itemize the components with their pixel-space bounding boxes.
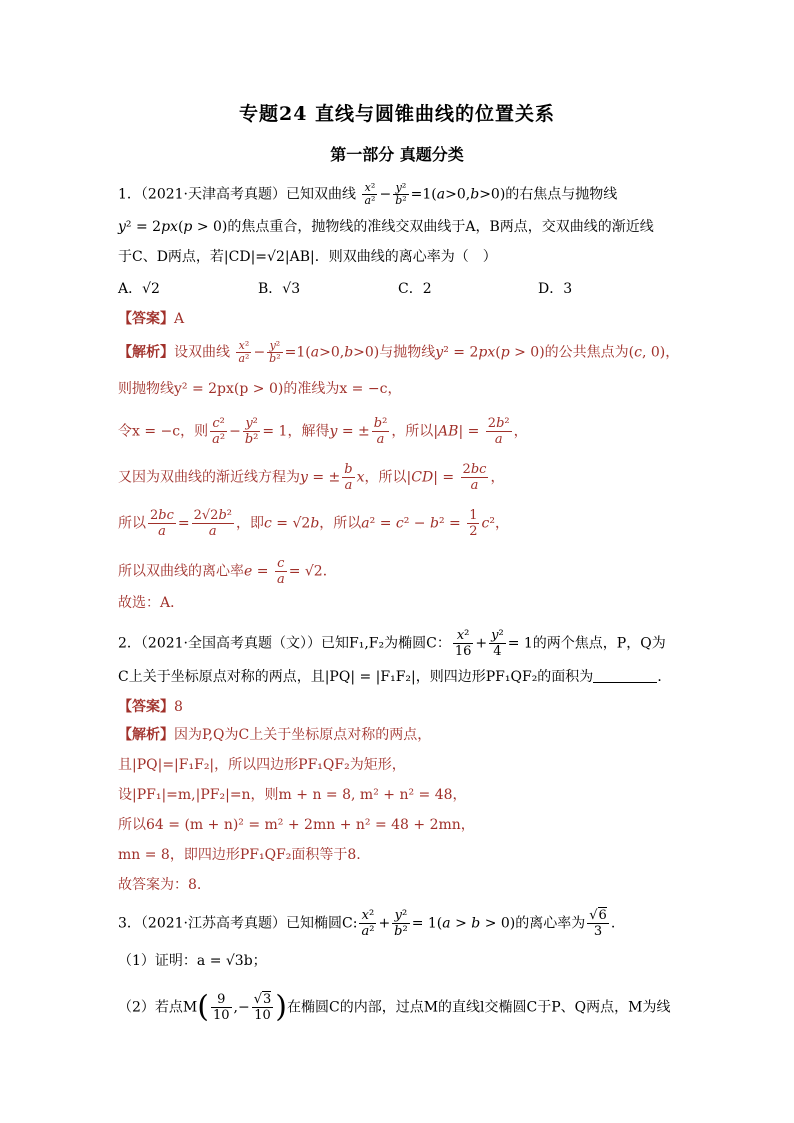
- q2-conclusion: 故答案为：8.: [118, 877, 202, 893]
- q1-solution-line1: 【解析】设双曲线 $\frac{\text{x²}}{\text{a²}}$ − $\frac{\text{y²}}{\text{b²}}$ =1(a>0,b>0)与抛物线y² = 2px(p > 0)的公共焦点为(c, 0)，: [118, 339, 680, 365]
- q3-stem-text: （2）若点M: [118, 999, 198, 1016]
- q2-solution-line1: [118, 724, 431, 746]
- solution-text: 令x = −c，则: [118, 423, 209, 440]
- q1-solution-line6: 所以双曲线的离心率e = $\frac{c}{a}$ = √2．: [118, 556, 337, 587]
- formula-fraction: $\frac{\text{x²}}{\text{a²}}$: [364, 181, 376, 207]
- solution-text: 设双曲线: [174, 344, 230, 361]
- q1-answer: [118, 308, 184, 330]
- formula-fraction: $\frac{√3}{10}$: [253, 992, 272, 1023]
- q1-option-c[interactable]: C．2: [398, 281, 432, 297]
- q1-stem-line3: 于C、D两点，若|CD|=√2|AB|．则双曲线的离心率为（ ）: [118, 249, 497, 265]
- q1-solution-line5: 所以 $\frac{2bc}{a}$ = $\frac{\text{2√2b²}}{a}$ ，即c = √2b，所以a² = c² − b² = $\frac{1}{2}$ c²，: [118, 508, 509, 539]
- q2-stem-text: 已知F₁,F₂为椭圆C：: [321, 635, 451, 652]
- q3-stem-text: 已知椭圆C:: [286, 915, 358, 932]
- q3-stem-text: 在椭圆C的内部，过点M的直线l交椭圆C于P、Q两点，M为线: [287, 999, 671, 1016]
- q2-answer: [118, 696, 183, 718]
- formula-fraction: $\frac{2bc}{a}$: [150, 508, 174, 539]
- solution-text: ，解得: [287, 423, 330, 440]
- formula-fraction: $\frac{\text{y²}}{\text{b²}}$: [269, 339, 281, 365]
- q1-conclusion: 故选：A．: [118, 595, 185, 611]
- formula-fraction: $\frac{\text{y²}}{\text{b²}}$: [244, 416, 259, 447]
- formula-fraction: $\frac{\text{y²}}{\text{b²}}$: [395, 181, 407, 207]
- formula-fraction: $\frac{1}{2}$: [469, 508, 478, 539]
- solution-text: 的公共焦点为: [544, 344, 629, 361]
- q1-option-b[interactable]: B．√3: [258, 281, 301, 297]
- solution-text: ，所以: [391, 423, 434, 440]
- q2-source: （2021·全国高考真题（文））: [140, 635, 322, 652]
- formula-fraction: $\frac{\text{b²}}{a}$: [373, 416, 388, 447]
- formula-fraction: $\frac{2bc}{a}$: [462, 462, 487, 493]
- q2-stem-text: C上关于坐标原点对称的两点，且|PQ| = |F₁F₂|，则四边形PF₁QF₂的面积为: [118, 669, 594, 685]
- q2-number: 2．: [118, 635, 141, 652]
- q1-stem-line1: 1．（2021·天津高考真题）已知双曲线 $\frac{\text{x²}}{\text{a²}}$ − $\frac{\text{y²}}{\text{b²}}$ =1(a>0,b>0)的右焦点与抛物线: [118, 181, 618, 207]
- q1-number: 1．: [118, 186, 141, 203]
- analysis-label: 【解析】: [118, 344, 174, 361]
- formula-fraction: $\frac{\text{y²}}{4}$: [491, 628, 504, 659]
- formula-fraction: $\frac{\text{c²}}{\text{a²}}$: [212, 416, 226, 447]
- q1-options: [118, 278, 678, 300]
- q2-solution-line4: 所以64 = (m + n)² = m² + 2mn + n² = 48 + 2mn，: [118, 817, 475, 833]
- answer-label: 【答案】: [118, 311, 174, 327]
- q1-option-a[interactable]: A．√2: [118, 281, 160, 297]
- q2-answer-value: 8: [174, 699, 183, 715]
- solution-text: ，所以: [364, 469, 407, 486]
- formula-fraction: $\frac{\text{2√2b²}}{a}$: [193, 508, 232, 539]
- q1-stem-text: 的右焦点与抛物线: [505, 186, 618, 203]
- formula-fraction: $\frac{\text{x²}}{16}$: [454, 628, 472, 659]
- q3-stem-text: 的离心率为: [515, 915, 586, 932]
- q1-solution-line4: 又因为双曲线的渐近线方程为y = ± $\frac{b}{a}$ x，所以|CD| = $\frac{2bc}{a}$ ，: [118, 462, 505, 493]
- formula-fraction: $\frac{√6}{3}$: [589, 908, 607, 939]
- q1-answer-value: A: [174, 311, 185, 327]
- q3-stem-line1: 3．（2021·江苏高考真题）已知椭圆C: $\frac{\text{x²}}{\text{a²}}$ + $\frac{\text{y²}}{\text{b²}}$ = 1(a > b > 0)的离心率为 $\frac{√6}{3}$ .: [118, 908, 616, 939]
- q3-number: 3．: [118, 915, 141, 932]
- solution-text: ，所以: [319, 515, 362, 532]
- formula-fraction: $\frac{c}{a}$: [276, 556, 285, 587]
- q2-stem-line2: C上关于坐标原点对称的两点，且|PQ| = |F₁F₂|，则四边形PF₁QF₂的面积为 ．: [118, 669, 672, 685]
- q3-part1: （1）证明：a = √3b；: [118, 953, 267, 969]
- page-title: 专题24 直线与圆锥曲线的位置关系: [238, 103, 556, 125]
- q2-stem-line1: 2．（2021·全国高考真题（文））已知F₁,F₂为椭圆C： $\frac{\text{x²}}{16}$ + $\frac{\text{y²}}{4}$ = 1的两个焦点，P，Q为: [118, 628, 666, 659]
- solution-text: ，即: [236, 515, 264, 532]
- q1-solution-line2: 则抛物线y² = 2px(p > 0)的准线为x = −c，: [118, 381, 402, 397]
- q2-stem-text: 的两个焦点，P，Q为: [532, 635, 666, 652]
- q1-stem-text: 的焦点重合，抛物线的准线交双曲线于A，B两点，交双曲线的渐近线: [227, 219, 654, 235]
- q1-stem-line2: y² = 2px(p > 0)的焦点重合，抛物线的准线交双曲线于A，B两点，交双曲线的渐近线: [118, 219, 654, 235]
- solution-text: 又因为双曲线的渐近线方程为: [118, 469, 300, 486]
- q3-part2: （2）若点M( $\frac{9}{10}$ ,− $\frac{√3}{10}$ )在椭圆C的内部，过点M的直线l交椭圆C于P、Q两点，M为线: [118, 989, 671, 1025]
- q1-source: （2021·天津高考真题）: [140, 186, 287, 203]
- answer-blank[interactable]: [593, 668, 657, 683]
- q2-solution-line2: 且|PQ|=|F₁F₂|，所以四边形PF₁QF₂为矩形，: [118, 757, 406, 773]
- formula-fraction: $\frac{\text{x²}}{\text{a²}}$: [238, 339, 250, 365]
- section-subtitle: 第一部分 真题分类: [330, 145, 464, 164]
- answer-label: 【答案】: [118, 699, 174, 715]
- q1-stem-text: 已知双曲线: [286, 186, 357, 203]
- solution-text: 所以双曲线的离心率: [118, 563, 244, 580]
- q3-source: （2021·江苏高考真题）: [140, 915, 287, 932]
- q1-solution-line3: 令x = −c，则 $\frac{\text{c²}}{\text{a²}}$ − $\frac{\text{y²}}{\text{b²}}$ = 1，解得y = ± $\frac{\text{b²}}{a}$ ，所以|AB| = $\frac{\text{2b²}}{a}$ ，: [118, 416, 528, 447]
- analysis-label: 【解析】: [118, 727, 174, 743]
- formula-fraction: $\frac{9}{10}$: [212, 992, 230, 1023]
- solution-text: 因为P,Q为C上关于坐标原点对称的两点，: [174, 727, 432, 743]
- formula-fraction: $\frac{\text{x²}}{\text{a²}}$: [361, 908, 375, 939]
- solution-text: 与抛物线: [379, 344, 436, 361]
- formula-fraction: $\frac{b}{a}$: [344, 462, 353, 493]
- q1-option-d[interactable]: D．3: [538, 281, 573, 297]
- q2-solution-line3: 设|PF₁|=m,|PF₂|=n，则m + n = 8, m² + n² = 48，: [118, 787, 467, 803]
- q2-solution-line5: mn = 8，即四边形PF₁QF₂面积等于8.: [118, 847, 361, 863]
- formula-fraction: $\frac{\text{y²}}{\text{b²}}$: [394, 908, 408, 939]
- formula-fraction: $\frac{\text{2b²}}{a}$: [487, 416, 510, 447]
- solution-text: 所以: [118, 515, 146, 532]
